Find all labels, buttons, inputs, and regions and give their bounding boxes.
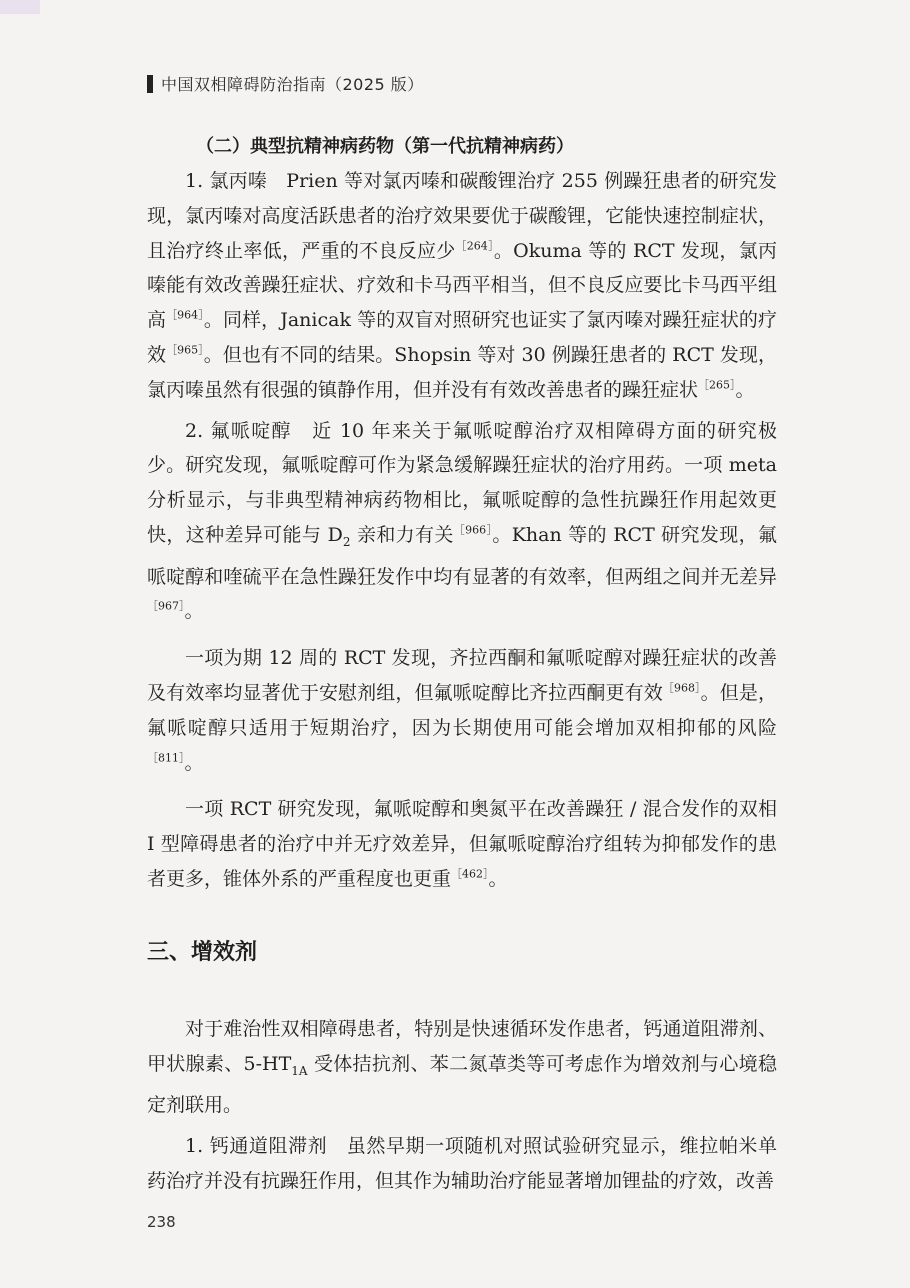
- paragraph-ziprasidone-rct: 一项为期 12 周的 RCT 发现，齐拉西酮和氟哌啶醇对躁狂症状的改善及有效率均显著优于安慰剂组，但氟哌啶醇比齐拉西酮更有效$^{[968]}$。但是，氟哌啶醇只适用于短期治疗，因为长期使用可能会增加双相抑郁的风险$^{[811]}$。: [147, 647, 777, 774]
- running-header: [147, 72, 424, 95]
- citation: ［966］: [453, 523, 493, 537]
- subsection-heading: （二）典型抗精神病药物（第一代抗精神病药）: [196, 136, 574, 157]
- header-bar-icon: [147, 75, 153, 93]
- header-title: 中国双相障碍防治指南（2025 版）: [161, 75, 424, 94]
- citation: ［811］: [147, 751, 185, 765]
- citation: ［965］: [166, 343, 204, 357]
- corner-mark: [0, 0, 40, 14]
- body-text-upper: [147, 164, 777, 897]
- paragraph-chlorpromazine: 1. 氯丙嗪 Prien 等对氯丙嗪和碳酸锂治疗 255 例躁狂患者的研究发现，氯丙嗪对高度活跃患者的治疗效果要优于碳酸锂，它能快速控制症状，且治疗终止率低，严重的不良反应少$^{[264]}$。Okuma 等的 RCT 发现，氯丙嗪能有效改善躁狂症状、疗效和卡马西平相当，但不良反应要比卡马西平组高$^{[964]}$。同样，Janicak 等的双盲对照研究也证实了氯丙嗪对躁狂症状的疗效$^{[965]}$。但也有不同的结果。Shopsin 等对 30 例躁狂患者的 RCT 发现，氯丙嗪虽然有很强的镇静作用，但并没有有效改善患者的躁狂症状$^{[265]}$。: [147, 170, 777, 401]
- citation: ［968］: [662, 681, 701, 695]
- citation: ［264］: [455, 239, 494, 253]
- page-number: 238: [147, 1213, 176, 1231]
- citation: ［967］: [147, 600, 185, 614]
- citation: ［462］: [451, 867, 489, 881]
- body-text-lower: [147, 1012, 777, 1199]
- citation: ［964］: [166, 308, 204, 322]
- paragraph-haloperidol: 2. 氟哌啶醇 近 10 年来关于氟哌啶醇治疗双相障碍方面的研究极少。研究发现，氟哌啶醇可作为紧急缓解躁狂症状的治疗用药。一项 meta 分析显示，与非典型精神病药物相比，氟哌啶醇的急性抗躁狂作用起效更快，这种差异可能与 $D_2$ 亲和力有关$^{[966]}$。Khan 等的 RCT 研究发现，氟哌啶醇和喹硫平在急性躁狂发作中均有显著的有效率，但两组之间并无差异$^{[967]}$。: [147, 419, 777, 623]
- paragraph-olanzapine-rct: 一项 RCT 研究发现，氟哌啶醇和奥氮平在改善躁狂 / 混合发作的双相 I 型障碍患者的治疗中并无疗效差异，但氟哌啶醇治疗组转为抑郁发作的患者更多，锥体外系的严重程度也更重$^{[462]}$。: [147, 798, 777, 890]
- citation: ［265］: [698, 378, 736, 392]
- paragraph-augmenting-agents: 对于难治性双相障碍患者，特别是快速循环发作患者，钙通道阻滞剂、甲状腺素、$5-HT_{1A}$ 受体拮抗剂、苯二氮䓬类等可考虑作为增效剂与心境稳定剂联用。: [147, 1018, 777, 1117]
- paragraph-calcium-channel-blockers: 1. 钙通道阻滞剂 虽然早期一项随机对照试验研究显示，维拉帕米单药治疗并没有抗躁狂作用，但其作为辅助治疗能显著增加锂盐的疗效，改善: [147, 1135, 777, 1192]
- section-heading: 三、增效剂: [147, 940, 258, 965]
